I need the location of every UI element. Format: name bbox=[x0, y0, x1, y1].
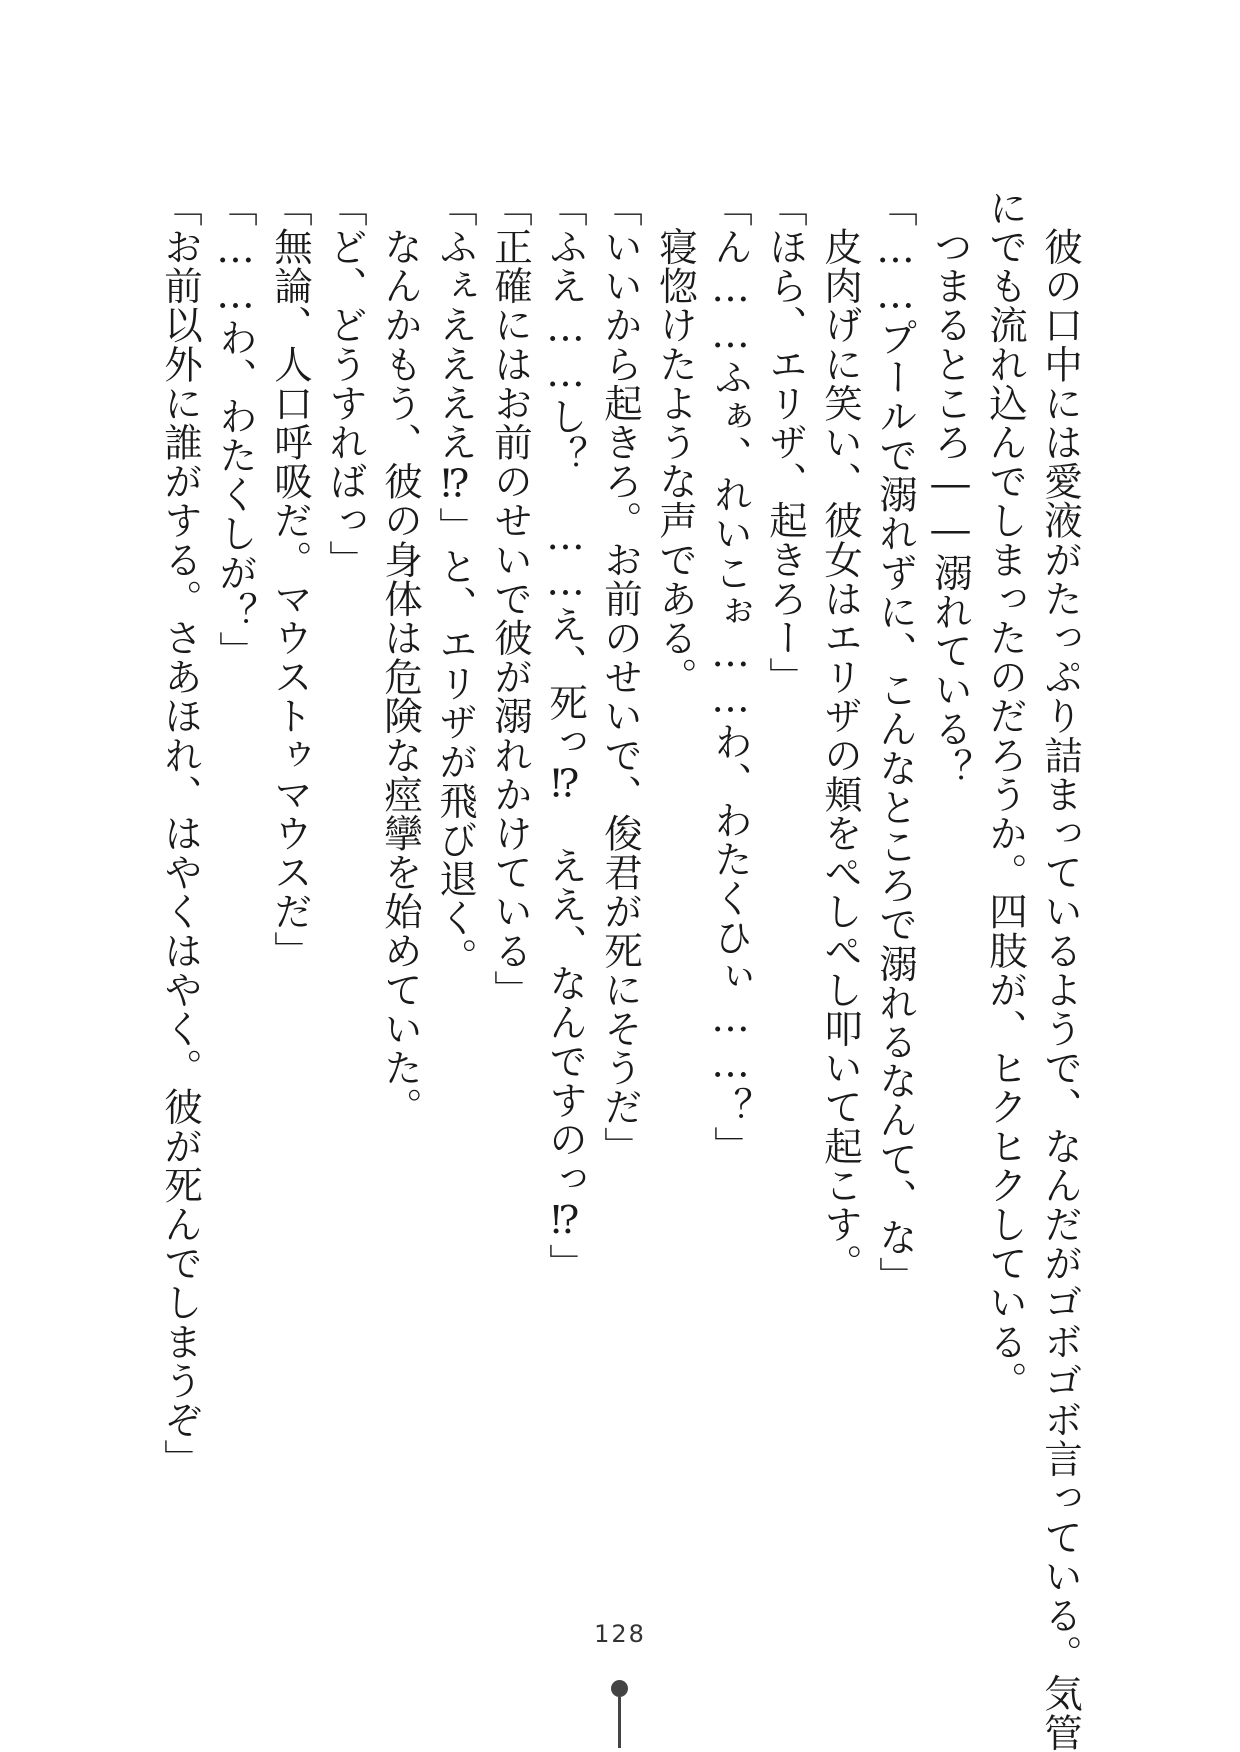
text-line: なんかもう、彼の身体は危険な痙攣を始めていた。 bbox=[378, 188, 423, 1127]
text-line: 「ど、どうすればっ」 bbox=[323, 188, 368, 579]
text-line: にでも流れ込んでしまったのだろうか。四肢が、ヒクヒクしている。 bbox=[983, 188, 1028, 1401]
text-line: 「正確にはお前のせいで彼が溺れかけている」 bbox=[488, 188, 533, 1010]
text-line: 「ふぇええええ⁉」と、エリザが飛び退く。 bbox=[433, 188, 478, 977]
text-line: 「いいから起きろ。お前のせいで、俊君が死にそうだ」 bbox=[598, 188, 643, 1166]
text-line: 「無論、人口呼吸だ。マウストゥマウスだ」 bbox=[268, 188, 313, 970]
text-line: つまるところ――溺れている？ bbox=[928, 188, 973, 788]
page-marker-dot bbox=[611, 1680, 628, 1697]
text-line: 寝惚けたような声である。 bbox=[653, 188, 698, 697]
text-line: 彼の口中には愛液がたっぷり詰まっているようで、なんだがゴボゴボ言っている。気管 bbox=[1038, 188, 1083, 1752]
page-number: 128 bbox=[594, 1620, 646, 1648]
text-line: 「……プールで溺れずに、こんなところで溺れるなんて、な」 bbox=[873, 188, 918, 1296]
text-line: 「ふえ……し？ ……え、死っ⁉ ええ、なんですのっ⁉」 bbox=[543, 188, 588, 1283]
text-line: 「お前以外に誰がする。さあほれ、はやくはやく。彼が死んでしまうぞ」 bbox=[158, 188, 203, 1479]
page-marker-line bbox=[618, 1697, 621, 1748]
text-line: 皮肉げに笑い、彼女はエリザの頬をぺしぺし叩いて起こす。 bbox=[818, 188, 863, 1283]
text-line: 「ん……ふぁ、れいこぉ……わ、わたくひぃ……？」 bbox=[708, 188, 753, 1166]
text-line: 「ほら、エリザ、起きろー」 bbox=[763, 188, 808, 697]
text-line: 「……わ、わたくしが？」 bbox=[213, 188, 258, 671]
